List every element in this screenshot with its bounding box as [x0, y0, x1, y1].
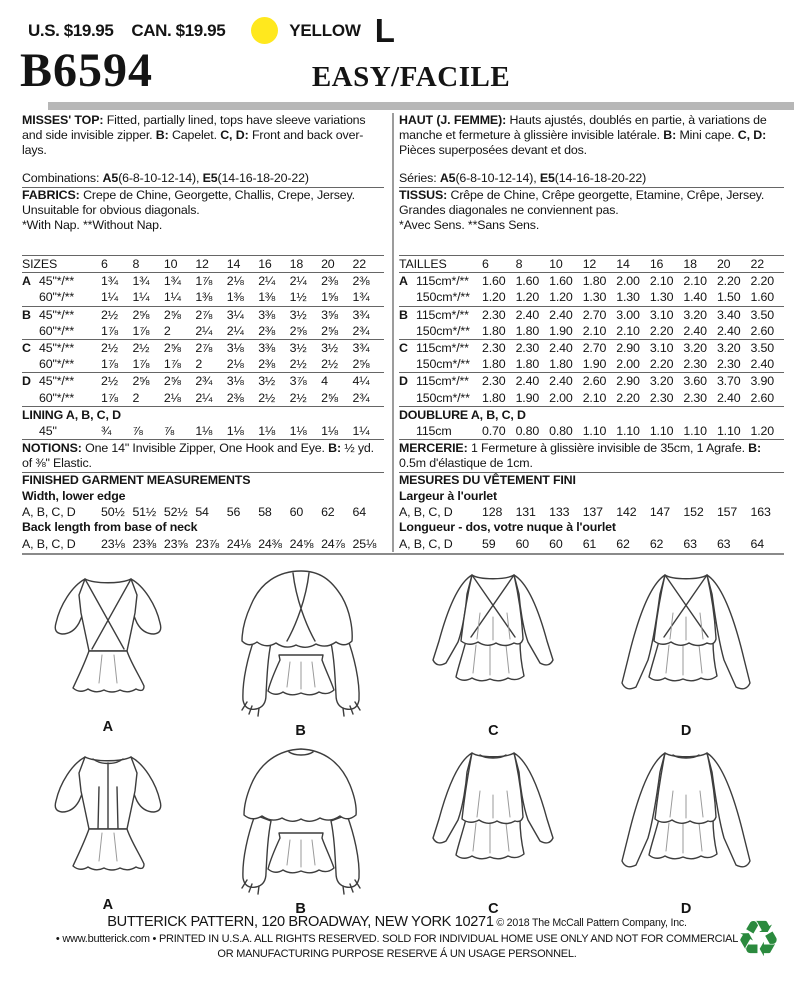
haut-description: HAUT (J. FEMME): Hauts ajustés, doublés en partie, à variations de manche et fermeture à glissière invisible latérale. B: Mini cape. C, D: Pièces superposées devant et dos. — [399, 113, 767, 157]
table-footer-group — [22, 407, 384, 440]
view-c-back-figure — [400, 739, 588, 917]
longueur-label: Longueur - dos, votre nuque à l'ourlet — [399, 520, 616, 535]
copyright-text: © 2018 The McCall Pattern Company, Inc. — [493, 917, 687, 929]
view-d-front-figure — [592, 561, 780, 739]
table-row: 60"*/** 1⅞ 1⅞ 1⅞ 2 2⅛ 2⅜ 2½ 2½ 2⅝ — [39, 357, 370, 372]
table-row: 150cm*/** 1.80 1.90 2.00 2.10 2.20 2.30 2.30 2.40 2.60 — [416, 390, 775, 405]
back-views-row — [0, 739, 794, 917]
view-d-front-drawing — [593, 561, 779, 723]
mesures-section — [399, 472, 784, 552]
french-intro — [399, 113, 784, 255]
figure-label-b: B — [295, 722, 306, 739]
view-c-front-figure — [400, 561, 588, 739]
publisher-line — [0, 914, 794, 930]
front-views-row — [0, 561, 794, 739]
view-a-front-figure — [14, 561, 202, 739]
view-a-back-figure — [14, 739, 202, 917]
french-column — [399, 113, 788, 552]
table-row: SIZES 6 8 10 12 14 16 18 20 22 — [22, 256, 384, 273]
table-row: D 115cm*/** 2.30 2.40 2.40 2.60 2.90 3.20 3.60 3.70 3.90 — [399, 374, 775, 389]
combinations-line: Combinations: A5(6-8-10-12-14), E5(14-16-18-20-22) — [22, 171, 384, 188]
table-group-view-d — [399, 373, 784, 406]
table-row: 60"*/** 1⅞ 2 2⅛ 2¼ 2⅜ 2½ 2½ 2⅝ 2¾ — [39, 390, 370, 405]
table-row: 115cm 0.70 0.80 0.80 1.10 1.10 1.10 1.10 1.10 1.20 — [416, 424, 775, 439]
view-d-back-figure — [592, 739, 780, 917]
sizes-yardage-table — [22, 255, 384, 440]
fabrics-line: FABRICS: Crepe de Chine, Georgette, Challis, Crepe, Jersey. Unsuitable for obvious diagonals. — [22, 188, 355, 217]
table-row: B 45"*/** 2½ 2⅝ 2⅝ 2⅞ 3¼ 3⅜ 3½ 3⅝ 3¾ — [22, 307, 370, 322]
price-row — [28, 14, 794, 47]
table-row: A 115cm*/** 1.60 1.60 1.60 1.80 2.00 2.10 2.10 2.20 2.20 — [399, 274, 775, 289]
table-row: B 115cm*/** 2.30 2.40 2.40 2.70 3.00 3.10 3.20 3.40 3.50 — [399, 307, 775, 322]
bilingual-columns — [0, 110, 794, 552]
difficulty-label: EASY/FACILE — [311, 61, 511, 93]
mercerie-line: MERCERIE: 1 Fermeture à glissière invisible de 35cm, 1 Agrafe. B: 0.5m d'élastique de 1cm. — [399, 441, 762, 471]
yellow-dot-icon — [251, 17, 278, 44]
back-length-values-row: A, B, C, D 23⅛ 23⅜ 23⅝ 23⅞ 24⅛ 24⅜ 24⅝ 24⅞ 25⅛ — [22, 536, 377, 551]
notions-line: NOTIONS: One 14" Invisible Zipper, One Hook and Eye. B: ½ yd. of ⅜" Elastic. — [22, 441, 374, 471]
table-footer-header: LINING A, B, C, D — [22, 407, 121, 422]
usage-line: OR MANUFACTURING PURPOSE RESERVE Á UN USAGE PERSONNEL. — [217, 948, 577, 960]
view-a-back-drawing — [22, 739, 194, 897]
table-group-view-a — [22, 273, 384, 306]
figure-label-a: A — [102, 718, 114, 735]
figure-label-a-back: A — [102, 896, 114, 913]
figure-label-c: C — [488, 722, 499, 739]
sens-note: *Avec Sens. **Sans Sens. — [399, 218, 540, 232]
finished-measurements-section — [22, 472, 384, 552]
recycle-icon: ♻ — [736, 911, 781, 967]
view-a-front-drawing — [22, 561, 194, 719]
figure-label-c-back: C — [488, 900, 499, 917]
view-b-front-figure — [207, 561, 395, 739]
nap-note: *With Nap. **Without Nap. — [22, 218, 163, 232]
table-group-view-a — [399, 273, 784, 306]
view-c-back-drawing — [400, 739, 586, 901]
price-us: U.S. $19.95 — [28, 20, 114, 40]
table-group-view-c — [22, 340, 384, 373]
table-row: TAILLES 6 8 10 12 14 16 18 20 22 — [399, 256, 784, 273]
largeur-label: Largeur à l'ourlet — [399, 488, 498, 503]
title-row — [20, 44, 794, 99]
table-row: 150cm*/** 1.80 1.80 1.80 1.90 2.00 2.20 2.30 2.30 2.40 — [416, 357, 775, 372]
header-divider-bar — [48, 102, 794, 110]
figure-label-d-back: D — [680, 900, 692, 917]
table-group-view-b — [399, 307, 784, 340]
envelope-header — [0, 0, 794, 110]
tissus-line: TISSUS: Crêpe de Chine, Crêpe georgette, Etamine, Crêpe, Jersey. — [399, 188, 765, 202]
table-row: 60"*/** 1¼ 1¼ 1¼ 1⅜ 1⅜ 1⅜ 1½ 1⅝ 1¾ — [39, 290, 370, 305]
color-code-label: YELLOW — [289, 20, 361, 40]
english-intro — [22, 113, 384, 255]
rights-line: • www.butterick.com • PRINTED IN U.S.A. ALL RIGHTS RESERVED. SOLD FOR INDIVIDUAL HOME USE ONLY AND NOT FOR COMMERCIAL — [55, 933, 739, 945]
table-row: 150cm*/** 1.80 1.80 1.90 2.10 2.10 2.20 2.40 2.40 2.60 — [416, 323, 775, 338]
diagonales-note: Grandes diagonales ne conviennent pas. — [399, 203, 619, 217]
table-row: C 115cm*/** 2.30 2.30 2.40 2.70 2.90 3.10 3.20 3.20 3.50 — [399, 341, 775, 356]
largeur-values-row: A, B, C, D 128 131 133 137 142 147 152 157 163 — [399, 505, 771, 520]
publisher-address: BUTTERICK PATTERN, 120 BROADWAY, NEW YORK 10271 — [107, 914, 494, 930]
view-c-front-drawing — [400, 561, 586, 723]
size-letter: L — [374, 12, 395, 49]
table-row: 45" ¾ ⅞ ⅞ 1⅛ 1⅛ 1⅛ 1⅛ 1⅛ 1¼ — [39, 424, 370, 439]
table-row: C 45"*/** 2½ 2½ 2⅝ 2⅞ 3⅛ 3⅜ 3½ 3½ 3¾ — [22, 341, 370, 356]
view-b-back-drawing — [208, 739, 394, 901]
view-b-front-drawing — [208, 561, 394, 723]
footer — [0, 914, 794, 960]
columns-bottom-rule — [22, 553, 784, 555]
price-can: CAN. $19.95 — [131, 20, 226, 40]
table-group-view-c — [399, 340, 784, 373]
figure-label-d: D — [680, 722, 692, 739]
table-group-view-b — [22, 307, 384, 340]
series-line: Séries: A5(6-8-10-12-14), E5(14-16-18-20-22) — [399, 171, 784, 188]
table-row: 150cm*/** 1.20 1.20 1.20 1.30 1.30 1.30 1.40 1.50 1.60 — [416, 290, 775, 305]
view-d-back-drawing — [593, 739, 779, 901]
pattern-number: B6594 — [20, 44, 154, 97]
english-column — [22, 113, 384, 552]
figure-label-b-back: B — [295, 900, 306, 917]
finished-measurements-title: FINISHED GARMENT MEASUREMENTS — [22, 473, 251, 488]
misses-top-description: MISSES' TOP: Fitted, partially lined, tops have sleeve variations and side invisible zipper. B: Capelet. C, D: Front and back over-lays. — [22, 113, 366, 157]
width-values-row: A, B, C, D 50½ 51½ 52½ 54 56 58 60 62 64 — [22, 505, 366, 520]
table-row: A 45"*/** 1¾ 1¾ 1¾ 1⅞ 2⅛ 2¼ 2¼ 2⅜ 2⅜ — [22, 274, 370, 289]
longueur-values-row: A, B, C, D 59 60 60 61 62 62 63 63 64 — [399, 536, 764, 551]
column-divider — [392, 113, 394, 552]
back-length-label: Back length from base of neck — [22, 520, 198, 535]
table-row: 60"*/** 1⅞ 1⅞ 2 2¼ 2¼ 2⅜ 2⅝ 2⅝ 2¾ — [39, 323, 370, 338]
view-b-back-figure — [207, 739, 395, 917]
width-lower-edge-label: Width, lower edge — [22, 488, 126, 503]
table-group-view-d — [22, 373, 384, 406]
table-row: D 45"*/** 2½ 2⅝ 2⅝ 2¾ 3⅛ 3½ 3⅞ 4 4¼ — [22, 374, 370, 389]
mesures-title: MESURES DU VÊTEMENT FINI — [399, 473, 576, 488]
table-footer-group — [399, 407, 784, 440]
tailles-metrage-table — [399, 255, 784, 440]
garment-illustrations — [0, 561, 794, 917]
table-footer-header: DOUBLURE A, B, C, D — [399, 407, 526, 422]
